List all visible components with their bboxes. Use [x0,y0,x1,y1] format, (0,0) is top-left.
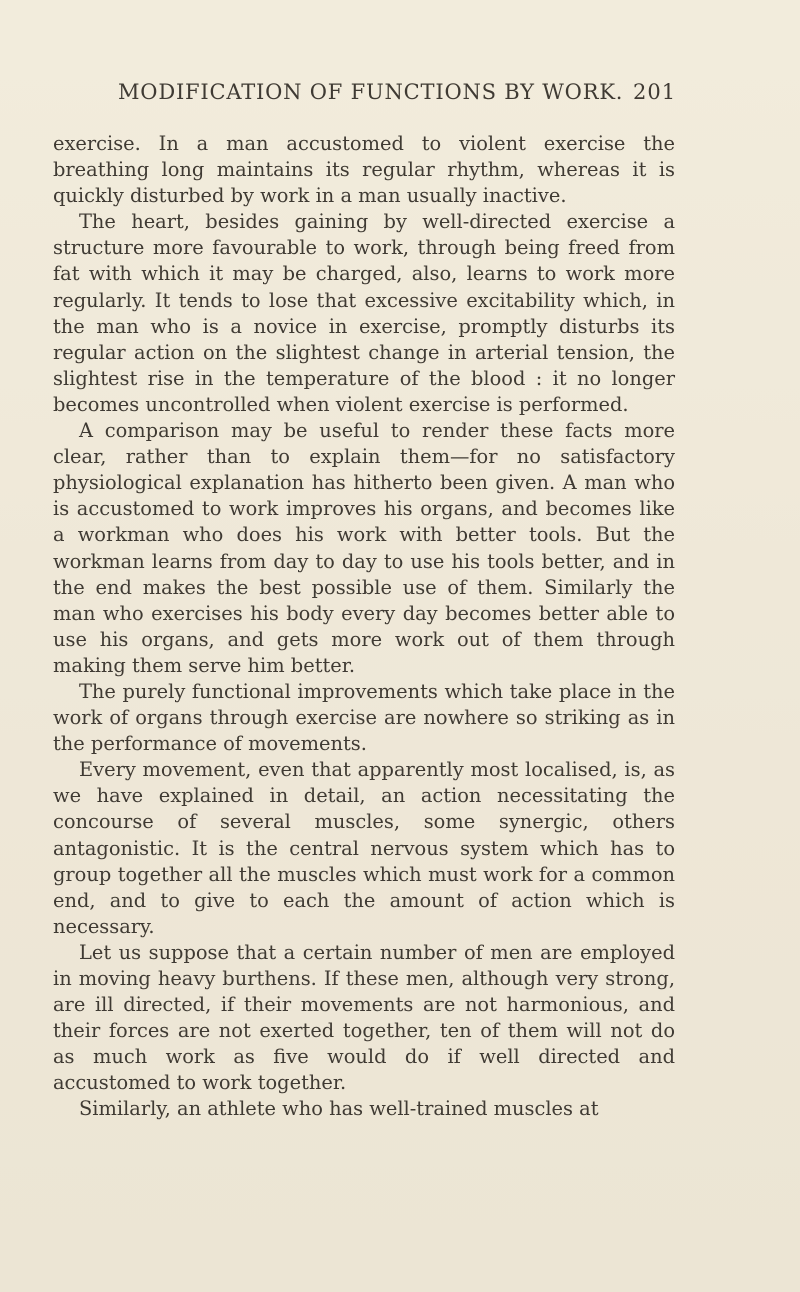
paragraph-heart-exercise: The heart, besides gaining by well-directed exercise a structure more favourable to work, through being freed from fat with which it may be charged, also, learns to work more regularly. It tends to lose that excessive excitability which, in the man who is a novice in exercise, promptly disturbs its regular action on the slightest change in arterial tension, the slightest rise in the temperature of the blood : it no longer becomes uncontrolled when violent exercise is performed. [53,210,675,416]
running-head-title: MODIFICATION OF FUNCTIONS BY WORK. [118,80,624,104]
paragraph-athlete: Similarly, an athlete who has well-trained muscles at [79,1097,599,1121]
page-number: 201 [633,80,677,104]
body-text [53,131,675,1123]
paragraph-workers-analogy: Let us suppose that a certain number of men are employed in moving heavy burthens. If these men, although very strong, are ill directed, if their movements are not harmonious, and their forces are not exerted together, ten of them will not do as much work as five would do if well directed and accustomed to work together. [53,940,675,1095]
paragraph-movement-coordination: Every movement, even that apparently most localised, is, as we have explained in detail, an action necessitating the concourse of several muscles, some synergic, others antagonistic. It is the central nervous system which has to group together all the muscles which must work for a common end, and to give to each the amount of action which is necessary. [53,758,675,938]
paragraph-continued: exercise. In a man accustomed to violent exercise the breathing long maintains its regular rhythm, whereas it is quickly disturbed by work in a man usually inactive. [53,132,675,208]
running-head [0,76,800,108]
paragraph-functional-improvements: The purely functional improvements which take place in the work of organs through exercise are nowhere so striking as in the performance of movements. [53,679,675,756]
paragraph-comparison: A comparison may be useful to render these facts more clear, rather than to explain them—for no satisfactory physiological explanation has hitherto been given. A man who is accustomed to work improves his organs, and becomes like a workman who does his work with better tools. But the workman learns from day to day to use his tools better, and in the end makes the best possible use of them. Similarly the man who exercises his body every day becomes better able to use his organs, and gets more work out of them through making them serve him better. [53,419,675,677]
